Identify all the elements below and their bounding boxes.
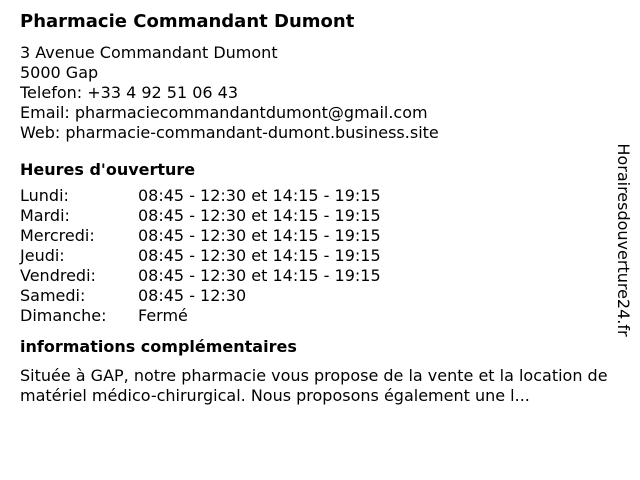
hours-row-dimanche [20,306,610,326]
opening-hours-table [20,186,610,326]
day-hours: 08:45 - 12:30 et 14:15 - 19:15 [138,266,381,285]
info-description: Située à GAP, notre pharmacie vous propose de la vente et la location de matériel médico-chirurgical. Nous proposons également une l... [20,366,608,405]
day-hours: 08:45 - 12:30 [138,286,247,305]
web-line: Web: pharmacie-commandant-dumont.business.site [20,123,439,142]
address-street: 3 Avenue Commandant Dumont [20,43,278,62]
hours-row-mercredi [20,226,610,246]
hours-row-samedi [20,286,610,306]
hours-row-vendredi [20,266,610,286]
day-hours: 08:45 - 12:30 et 14:15 - 19:15 [138,206,381,225]
business-name: Pharmacie Commandant Dumont [20,11,355,32]
phone-line: Telefon: +33 4 92 51 06 43 [20,83,239,102]
day-label: Dimanche: [20,306,107,325]
day-hours: 08:45 - 12:30 et 14:15 - 19:15 [138,186,381,205]
day-label: Lundi: [20,186,69,205]
day-label: Mardi: [20,206,70,225]
day-hours: Fermé [138,306,188,325]
hours-row-jeudi [20,246,610,266]
day-label: Mercredi: [20,226,95,245]
day-hours: 08:45 - 12:30 et 14:15 - 19:15 [138,226,381,245]
hours-heading: Heures d'ouverture [20,160,196,179]
address-city: 5000 Gap [20,63,99,82]
hours-row-mardi [20,206,610,226]
hours-row-lundi [20,186,610,206]
day-hours: 08:45 - 12:30 et 14:15 - 19:15 [138,246,381,265]
day-label: Jeudi: [20,246,65,265]
business-card [20,10,610,406]
day-label: Samedi: [20,286,86,305]
site-watermark: Horairesdouverture24.fr [614,143,633,337]
email-line: Email: pharmaciecommandantdumont@gmail.com [20,103,428,122]
info-heading: informations complémentaires [20,337,297,356]
day-label: Vendredi: [20,266,96,285]
